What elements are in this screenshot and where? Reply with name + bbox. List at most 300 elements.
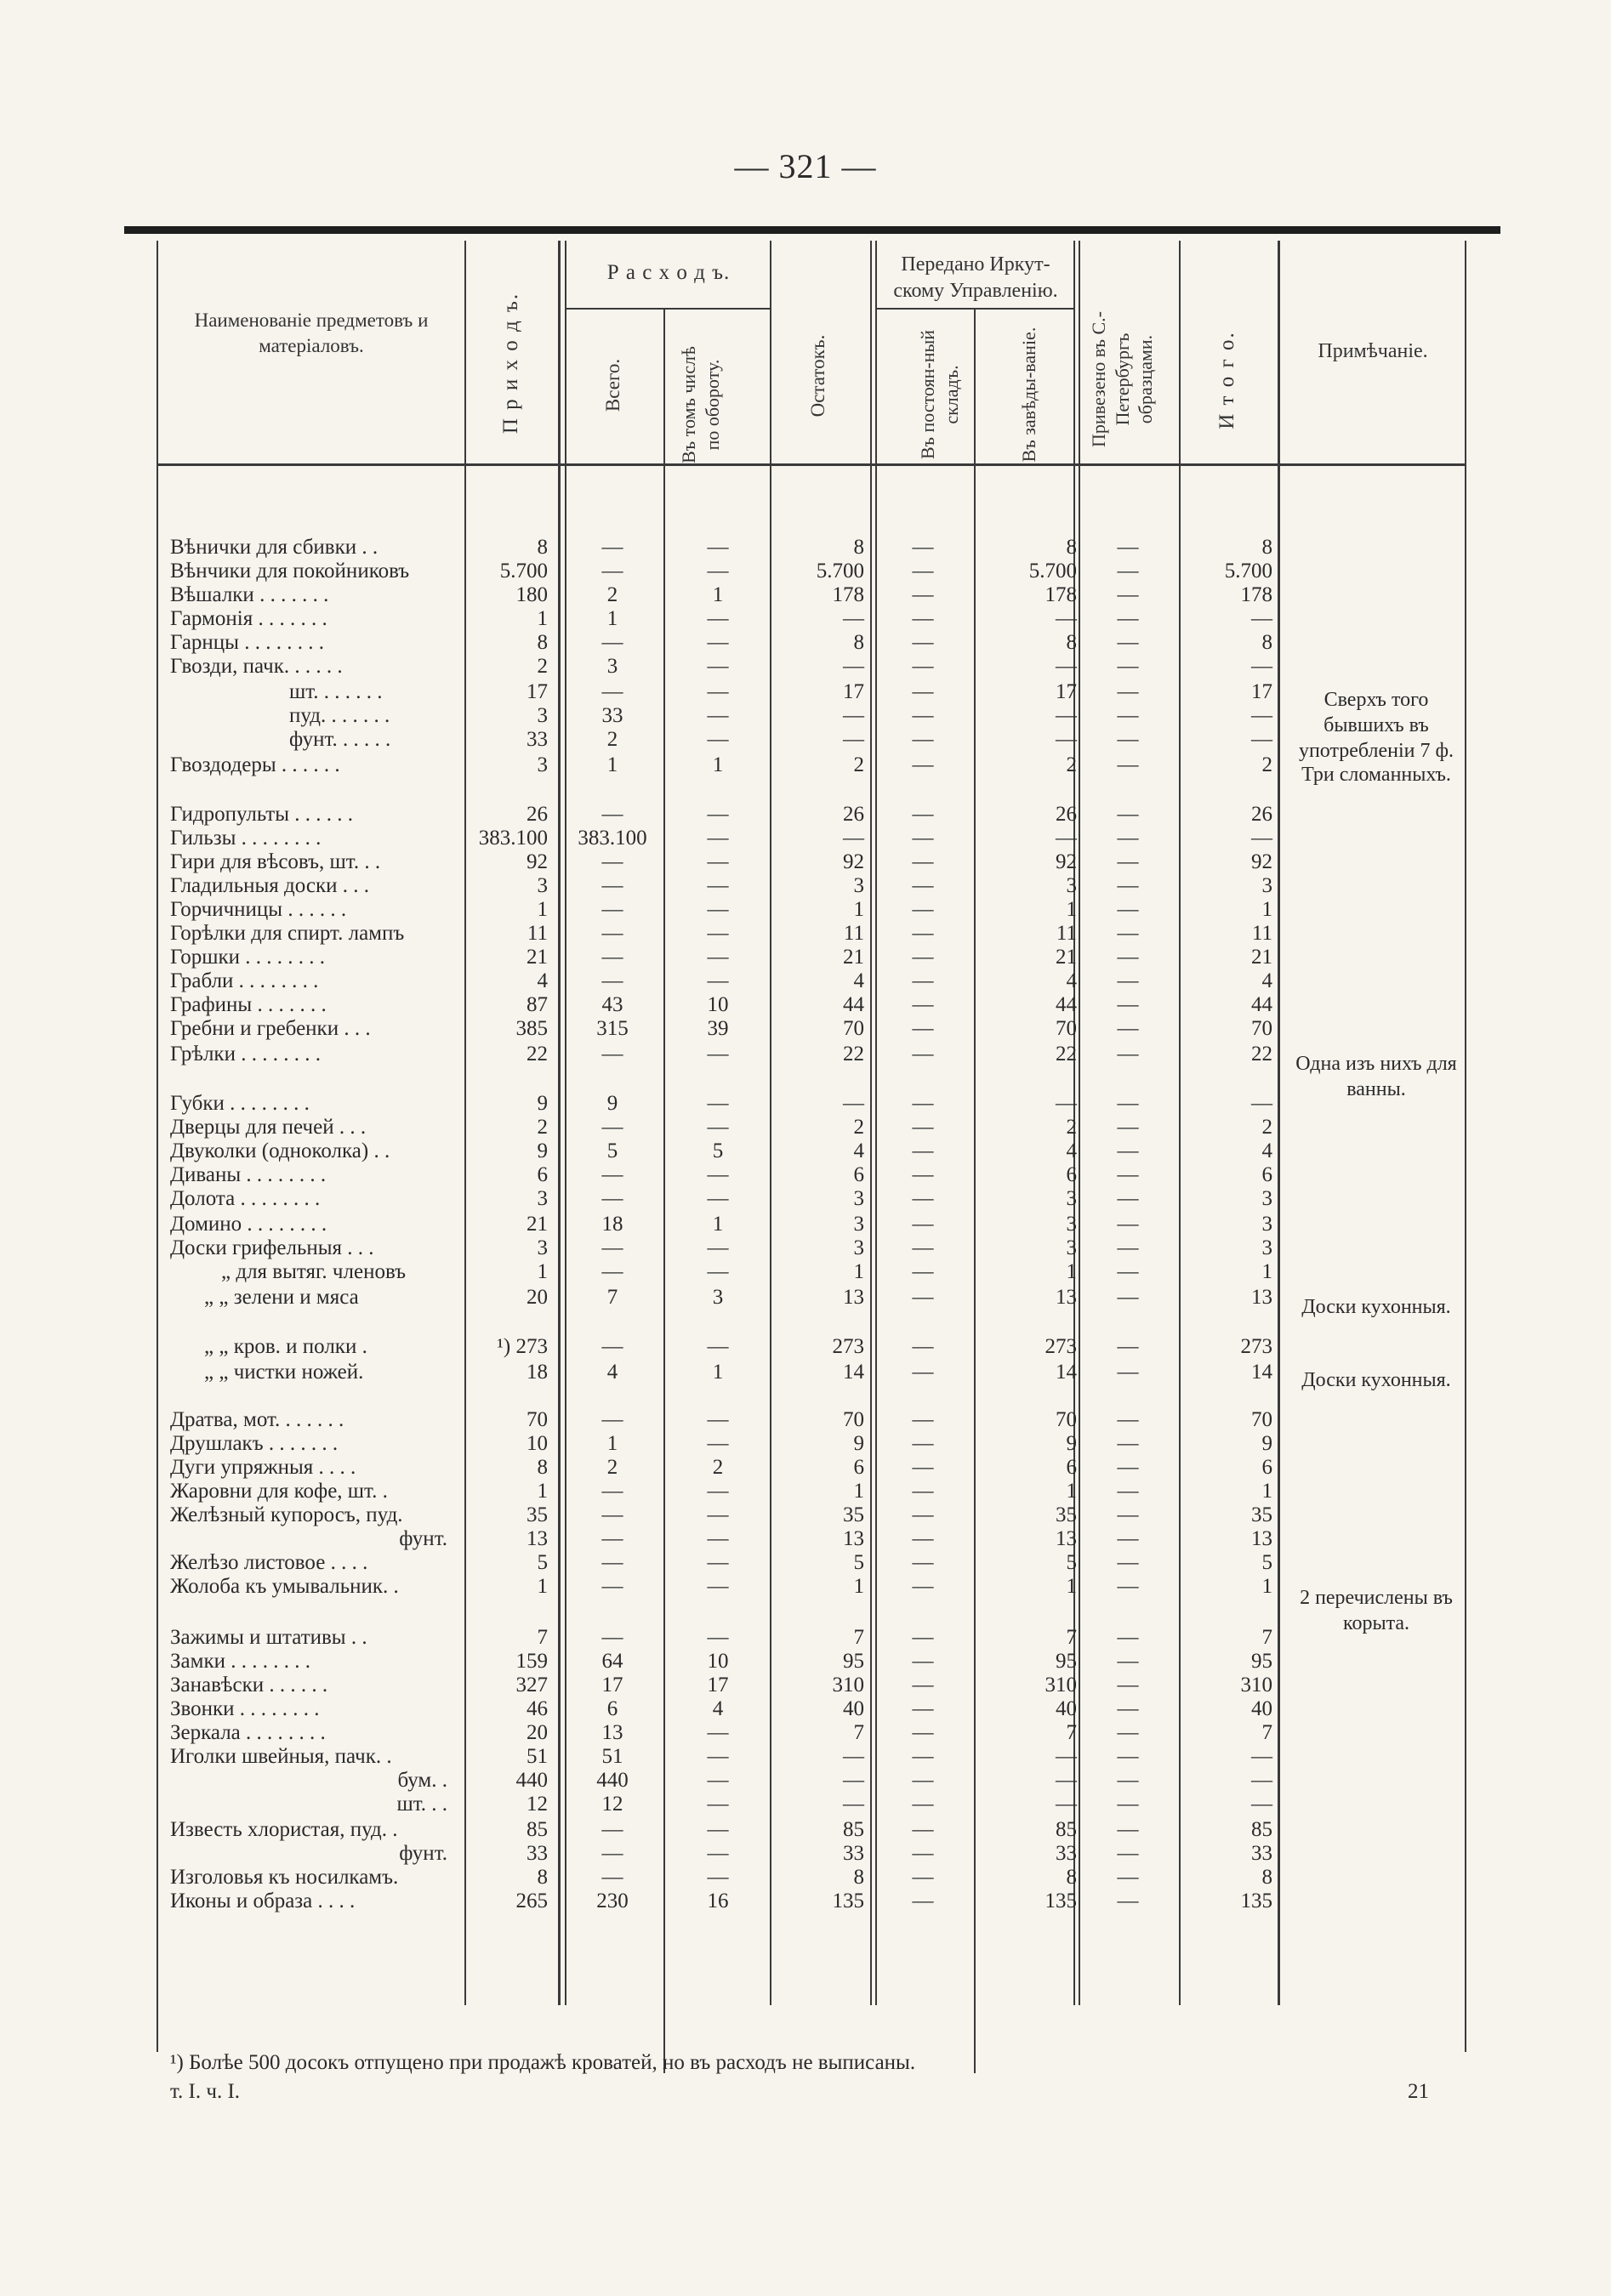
post-sklad-value: — [912,1721,934,1744]
itogo-value: 40 [1251,1697,1272,1720]
zavedyvanie-value: 3 [1066,874,1077,897]
ostatok-value: 6 [853,1456,864,1479]
rashod-total-value: — [601,1043,623,1066]
rashod-turnover-value: 10 [707,993,729,1016]
item-name: Гарнцы . . . . . . . . [170,631,324,654]
rashod-turnover-value: 1 [712,1361,724,1384]
itogo-value: 35 [1251,1503,1272,1526]
post-sklad-value: — [912,1626,934,1649]
ostatok-value: 3 [853,874,864,897]
prihod-value: 21 [527,946,548,969]
header-subrule [566,308,771,310]
item-name: Изголовья къ носилкамъ. [170,1866,399,1889]
zavedyvanie-value: — [1056,1769,1077,1792]
prihod-value: 9 [537,1139,548,1162]
zavedyvanie-value: — [1056,827,1077,850]
post-sklad-value: — [912,803,934,826]
item-name: Гвозди, пачк. . . . . . [170,655,343,678]
itogo-value: 8 [1261,631,1272,654]
item-name: Двуколки (одноколка) . . [170,1139,390,1162]
zavedyvanie-value: 6 [1066,1163,1077,1186]
itogo-value: 2 [1261,1116,1272,1139]
ostatok-value: 2 [853,1116,864,1139]
itogo-value: 4 [1261,1139,1272,1162]
privezeno-value: — [1117,922,1139,945]
item-name: Дратва, мот. . . . . . . [170,1408,344,1431]
zavedyvanie-value: — [1056,728,1077,751]
ostatok-value: — [843,1745,864,1768]
privezeno-value: — [1117,1187,1139,1210]
header-rashod: Р а с х о д ъ. [606,261,731,284]
item-name: Долота . . . . . . . . [170,1187,321,1210]
prihod-value: 33 [527,728,548,751]
privezeno-value: — [1117,898,1139,921]
rashod-total-value: — [601,1503,623,1526]
rashod-turnover-value: — [707,1116,729,1139]
header-zav: Въ завѣды-ваніе. [1018,327,1039,463]
itogo-value: 4 [1261,969,1272,992]
rashod-total-value: 383.100 [578,827,647,850]
post-sklad-value: — [912,1480,934,1503]
post-sklad-value: — [912,1017,934,1040]
rashod-total-value: 6 [606,1697,618,1720]
itogo-value: 1 [1261,1480,1272,1503]
rashod-total-value: — [601,1866,623,1889]
ostatok-value: 8 [853,631,864,654]
itogo-value: 7 [1261,1626,1272,1649]
ostatok-value: — [843,827,864,850]
ostatok-value: 8 [853,536,864,559]
post-sklad-value: — [912,1335,934,1358]
item-name: Жолоба къ умывальник. . [170,1575,399,1598]
rashod-total-value: 9 [606,1092,618,1115]
rashod-turnover-value: — [707,1335,729,1358]
item-name: Замки . . . . . . . . [170,1650,310,1673]
itogo-value: 17 [1251,680,1272,703]
post-sklad-value: — [912,1163,934,1186]
prihod-value: 4 [537,969,548,992]
header-prihod: П р и х о д ъ. [499,292,522,435]
itogo-value: 70 [1251,1017,1272,1040]
itogo-value: 1 [1261,1575,1272,1598]
rashod-turnover-value: 1 [712,1213,724,1236]
zavedyvanie-value: 22 [1056,1043,1077,1066]
rashod-total-value: — [601,680,623,703]
zavedyvanie-value: 273 [1045,1335,1077,1358]
rashod-turnover-value: — [707,850,729,873]
zavedyvanie-value: 310 [1045,1674,1077,1696]
post-sklad-value: — [912,1187,934,1210]
rashod-total-value: 440 [596,1769,629,1792]
post-sklad-value: — [912,1408,934,1431]
prihod-value: 1 [537,607,548,630]
rashod-turnover-value: — [707,560,729,583]
post-sklad-value: — [912,922,934,945]
rashod-total-value: — [601,1408,623,1431]
prihod-value: 20 [527,1721,548,1744]
privezeno-value: — [1117,1745,1139,1768]
itogo-value: 3 [1261,1213,1272,1236]
post-sklad-value: — [912,1890,934,1912]
ostatok-value: 26 [843,803,864,826]
item-name: Горчичницы . . . . . . [170,898,347,921]
post-sklad-value: — [912,1650,934,1673]
post-sklad-value: — [912,1043,934,1066]
header-peredano: Передано Иркут-скому Управленію. [893,253,1058,303]
privezeno-value: — [1117,827,1139,850]
ostatok-value: 273 [832,1335,864,1358]
zavedyvanie-value: 8 [1066,631,1077,654]
zavedyvanie-value: 13 [1056,1286,1077,1309]
rashod-turnover-value: — [707,631,729,654]
ostatok-value: 5.700 [816,560,864,583]
ostatok-value: 3 [853,1213,864,1236]
ostatok-value: 3 [853,1187,864,1210]
rashod-turnover-value: — [707,1187,729,1210]
rashod-turnover-value: — [707,1721,729,1744]
prihod-value: 87 [527,993,548,1016]
privezeno-value: — [1117,1408,1139,1431]
itogo-value: 44 [1251,993,1272,1016]
itogo-value: — [1251,607,1272,630]
zavedyvanie-value: 26 [1056,803,1077,826]
note-broken: Три сломанныхъ. [1301,764,1451,786]
post-sklad-value: — [912,536,934,559]
item-name: „ „ зелени и мяса [204,1286,359,1309]
zavedyvanie-value: 1 [1066,898,1077,921]
item-name: Диваны . . . . . . . . [170,1163,327,1186]
rashod-total-value: — [601,1818,623,1841]
privezeno-value: — [1117,1092,1139,1115]
col-line [770,241,771,2005]
rashod-total-value: 17 [601,1674,623,1696]
privezeno-value: — [1117,1163,1139,1186]
privezeno-value: — [1117,1116,1139,1139]
ostatok-value: 44 [843,993,864,1016]
ostatok-value: — [843,728,864,751]
post-sklad-value: — [912,1361,934,1384]
note-kitchen-boards-1: Доски кухонныя. [1301,1296,1451,1318]
post-sklad-value: — [912,1745,934,1768]
rashod-total-value: 13 [601,1721,623,1744]
prihod-value: 51 [527,1745,548,1768]
itogo-value: 95 [1251,1650,1272,1673]
signature: т. I. ч. I. [170,2080,241,2103]
zavedyvanie-value: 14 [1056,1361,1077,1384]
prihod-value: 5 [537,1551,548,1574]
rashod-total-value: — [601,1163,623,1186]
rashod-turnover-value: — [707,1163,729,1186]
col-line [558,241,561,2005]
itogo-value: 85 [1251,1818,1272,1841]
prihod-value: 327 [515,1674,548,1696]
zavedyvanie-value: — [1056,1092,1077,1115]
prihod-value: 265 [515,1890,548,1912]
rashod-turnover-value: 16 [707,1890,729,1912]
itogo-value: 7 [1261,1721,1272,1744]
post-sklad-value: — [912,827,934,850]
prihod-value: 12 [527,1793,548,1816]
item-name: Дуги упряжныя . . . . [170,1456,356,1479]
rashod-total-value: 7 [606,1286,618,1309]
rashod-total-value: — [601,898,623,921]
prihod-value: 7 [537,1626,548,1649]
post-sklad-value: — [912,1818,934,1841]
zavedyvanie-value: 35 [1056,1503,1077,1526]
item-name: „ „ чистки ножей. [204,1361,364,1384]
privezeno-value: — [1117,1842,1139,1865]
rashod-turnover-value: — [707,1408,729,1431]
rashod-turnover-value: — [707,1769,729,1792]
privezeno-value: — [1117,1456,1139,1479]
privezeno-value: — [1117,1697,1139,1720]
rashod-total-value: — [601,874,623,897]
item-name: Вѣшалки . . . . . . . [170,583,329,606]
rashod-total-value: — [601,850,623,873]
rashod-total-value: — [601,560,623,583]
post-sklad-value: — [912,680,934,703]
ostatok-value: 95 [843,1650,864,1673]
ostatok-value: — [843,1793,864,1816]
zavedyvanie-value: 9 [1066,1432,1077,1455]
zavedyvanie-value: 6 [1066,1456,1077,1479]
zavedyvanie-value: 92 [1056,850,1077,873]
post-sklad-value: — [912,560,934,583]
sheet-number: 21 [1408,2080,1429,2103]
rashod-total-value: — [601,922,623,945]
privezeno-value: — [1117,1866,1139,1889]
zavedyvanie-value: 85 [1056,1818,1077,1841]
prihod-value: 22 [527,1043,548,1066]
rashod-turnover-value: — [707,874,729,897]
rashod-total-value: 12 [601,1793,623,1816]
item-name: Грабли . . . . . . . . [170,969,319,992]
itogo-value: 9 [1261,1432,1272,1455]
rashod-turnover-value: 17 [707,1674,729,1696]
rashod-turnover-value: — [707,946,729,969]
itogo-value: 5 [1261,1551,1272,1574]
rashod-total-value: — [601,1116,623,1139]
zavedyvanie-value: 1 [1066,1260,1077,1283]
item-name: фунт. [399,1842,447,1865]
zavedyvanie-value: 8 [1066,536,1077,559]
zavedyvanie-value: 3 [1066,1187,1077,1210]
col-line [870,241,872,2005]
ostatok-value: 9 [853,1432,864,1455]
ostatok-value: 178 [832,583,864,606]
note-troughs: 2 перечислены въ корыта. [1300,1587,1453,1634]
ostatok-value: 14 [843,1361,864,1384]
rashod-total-value: — [601,1187,623,1210]
privezeno-value: — [1117,1480,1139,1503]
prihod-value: ¹) 273 [497,1335,548,1358]
rashod-turnover-value: — [707,1432,729,1455]
prihod-value: 383.100 [478,827,548,850]
rashod-total-value: 2 [606,1456,618,1479]
itogo-value: 8 [1261,536,1272,559]
ostatok-value: 7 [853,1626,864,1649]
col-line [157,241,158,2052]
ostatok-value: — [843,655,864,678]
prihod-value: 3 [537,1187,548,1210]
post-sklad-value: — [912,607,934,630]
rashod-turnover-value: 1 [712,753,724,776]
prihod-value: 85 [527,1818,548,1841]
zavedyvanie-value: 2 [1066,1116,1077,1139]
itogo-value: — [1251,1769,1272,1792]
rashod-turnover-value: 2 [712,1456,724,1479]
ostatok-value: 7 [853,1721,864,1744]
itogo-value: 8 [1261,1866,1272,1889]
itogo-value: 6 [1261,1163,1272,1186]
prihod-value: 70 [527,1408,548,1431]
privezeno-value: — [1117,803,1139,826]
rashod-turnover-value: 39 [707,1017,729,1040]
zavedyvanie-value: 4 [1066,1139,1077,1162]
zavedyvanie-value: 7 [1066,1626,1077,1649]
item-name: фунт. . . . . . [289,728,391,751]
zavedyvanie-value: 95 [1056,1650,1077,1673]
rashod-turnover-value: — [707,655,729,678]
prihod-value: 3 [537,1236,548,1259]
rashod-turnover-value: — [707,1236,729,1259]
top-rule [124,226,1500,234]
privezeno-value: — [1117,1793,1139,1816]
item-name: Горшки . . . . . . . . [170,946,326,969]
privezeno-value: — [1117,728,1139,751]
privezeno-value: — [1117,631,1139,654]
zavedyvanie-value: 33 [1056,1842,1077,1865]
itogo-value: — [1251,827,1272,850]
post-sklad-value: — [912,1286,934,1309]
ostatok-value: 35 [843,1503,864,1526]
zavedyvanie-value: 2 [1066,753,1077,776]
prihod-value: 18 [527,1361,548,1384]
privezeno-value: — [1117,1361,1139,1384]
item-name: „ „ кров. и полки . [204,1335,367,1358]
note-hot-water-bottle: Одна изъ нихъ для ванны. [1295,1053,1457,1100]
prihod-value: 5.700 [499,560,548,583]
rashod-total-value: — [601,1260,623,1283]
privezeno-value: — [1117,583,1139,606]
rashod-total-value: — [601,1480,623,1503]
item-name: Желѣзо листовое . . . . [170,1551,368,1574]
rashod-total-value: — [601,1842,623,1865]
header-vtom: Въ томъ числѣ по обороту. [678,346,723,463]
zavedyvanie-value: 21 [1056,946,1077,969]
privezeno-value: — [1117,993,1139,1016]
col-line [1278,241,1280,2005]
item-name: Доски грифельныя . . . [170,1236,374,1259]
ostatok-value: 40 [843,1697,864,1720]
rashod-total-value: — [601,536,623,559]
ostatok-value: 85 [843,1818,864,1841]
zavedyvanie-value: 40 [1056,1697,1077,1720]
prihod-value: 385 [515,1017,548,1040]
item-name: Гидропульты . . . . . . [170,803,354,826]
privezeno-value: — [1117,680,1139,703]
privezeno-value: — [1117,1527,1139,1550]
item-name: Губки . . . . . . . . [170,1092,310,1115]
privezeno-value: — [1117,850,1139,873]
rashod-total-value: 3 [606,655,618,678]
prihod-value: 6 [537,1163,548,1186]
item-name: Гвоздодеры . . . . . . [170,753,340,776]
header-name: Наименованіе предметовъ и матеріаловъ. [194,310,429,356]
post-sklad-value: — [912,1697,934,1720]
prihod-value: 440 [515,1769,548,1792]
rashod-total-value: — [601,946,623,969]
rashod-turnover-value: 5 [712,1139,724,1162]
rashod-total-value: 43 [601,993,623,1016]
rashod-turnover-value: — [707,1575,729,1598]
itogo-value: 273 [1240,1335,1272,1358]
itogo-value: 22 [1251,1043,1272,1066]
post-sklad-value: — [912,1793,934,1816]
post-sklad-value: — [912,1116,934,1139]
zavedyvanie-value: 7 [1066,1721,1077,1744]
prihod-value: 17 [527,680,548,703]
privezeno-value: — [1117,1139,1139,1162]
page-number: — 321 — [734,147,877,185]
item-name: бум. . [397,1769,447,1792]
rashod-total-value: — [601,1335,623,1358]
ostatok-value: — [843,1769,864,1792]
item-name: Иконы и образа . . . . [170,1890,356,1912]
prihod-value: 33 [527,1842,548,1865]
prihod-value: 1 [537,898,548,921]
rashod-turnover-value: — [707,1527,729,1550]
zavedyvanie-value: 1 [1066,1480,1077,1503]
privezeno-value: — [1117,1575,1139,1598]
ostatok-value: 135 [832,1890,864,1912]
ostatok-value: 1 [853,1260,864,1283]
ostatok-value: 70 [843,1017,864,1040]
ostatok-value: 5 [853,1551,864,1574]
privezeno-value: — [1117,1551,1139,1574]
prihod-value: 10 [527,1432,548,1455]
rashod-total-value: — [601,1236,623,1259]
zavedyvanie-value: — [1056,704,1077,727]
prihod-value: 8 [537,631,548,654]
rashod-turnover-value: — [707,803,729,826]
note-nails: Сверхъ того бывшихъ въ употребленіи 7 ф. [1298,689,1454,762]
rashod-turnover-value: — [707,827,729,850]
privezeno-value: — [1117,1721,1139,1744]
footnote: ¹) Болѣе 500 досокъ отпущено при продажѣ кроватей, но въ расходъ не выписаны. [170,2051,916,2074]
privezeno-value: — [1117,1818,1139,1841]
rashod-total-value: — [601,631,623,654]
header-priv: Привезено въ С.-Петербургъ образцами. [1088,311,1156,447]
col-line [974,309,976,2073]
ostatok-value: 3 [853,1236,864,1259]
rashod-total-value: 2 [606,583,618,606]
item-name: Зажимы и штативы . . [170,1626,367,1649]
post-sklad-value: — [912,898,934,921]
ostatok-value: 310 [832,1674,864,1696]
prihod-value: 9 [537,1092,548,1115]
itogo-value: 310 [1240,1674,1272,1696]
itogo-value: 6 [1261,1456,1272,1479]
itogo-value: 3 [1261,874,1272,897]
prihod-value: 3 [537,874,548,897]
rashod-total-value: 1 [606,1432,618,1455]
itogo-value: 135 [1240,1890,1272,1912]
post-sklad-value: — [912,1769,934,1792]
privezeno-value: — [1117,1236,1139,1259]
rashod-turnover-value: — [707,969,729,992]
ostatok-value: 13 [843,1527,864,1550]
